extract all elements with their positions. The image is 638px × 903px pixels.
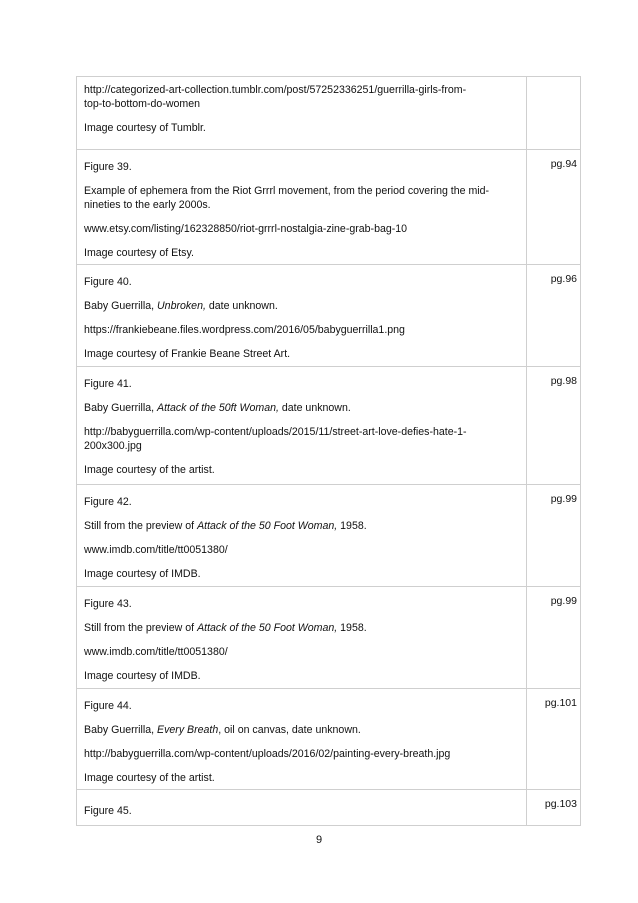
figure-url[interactable]: www.imdb.com/title/tt0051380/ (84, 646, 228, 658)
page-reference: pg.103 (544, 798, 577, 810)
url-line: top-to-bottom-do-women (84, 98, 200, 110)
table-row (77, 689, 581, 790)
figure-caption (84, 299, 518, 313)
figure-url[interactable]: https://frankiebeane.files.wordpress.com/2016/05/babyguerrilla1.png (84, 324, 405, 336)
figure-description-cell (77, 367, 527, 485)
page-reference-cell (527, 485, 581, 587)
caption-prefix: Still from the preview of (84, 622, 195, 634)
table-row (77, 265, 581, 367)
figure-description-cell (77, 485, 527, 587)
caption-date: 1958. (340, 622, 367, 634)
caption-title: Every Breath (157, 724, 219, 736)
figure-number: Figure 44. (84, 700, 132, 712)
figure-caption (84, 519, 518, 533)
caption-title: Attack of the 50 Foot Woman, (197, 520, 338, 532)
caption-artist: Baby Guerrilla, (84, 402, 155, 414)
page-reference-cell (527, 367, 581, 485)
caption-artist: Baby Guerrilla, (84, 724, 155, 736)
page-reference-cell (527, 77, 581, 150)
figure-caption (84, 723, 518, 737)
figure-description-cell (77, 790, 527, 826)
image-credit: Image courtesy of Etsy. (84, 247, 194, 259)
table-row (77, 587, 581, 689)
figure-caption (84, 621, 518, 635)
caption-date: date unknown. (208, 300, 278, 312)
figure-description-cell (77, 587, 527, 689)
url-line: 200x300.jpg (84, 440, 142, 452)
page-reference: pg.96 (550, 273, 577, 285)
page-reference-cell (527, 150, 581, 265)
caption-artist: Baby Guerrilla, (84, 300, 155, 312)
figure-number: Figure 40. (84, 276, 132, 288)
image-credit: Image courtesy of IMDB. (84, 670, 201, 682)
image-credit: Image courtesy of Tumblr. (84, 122, 206, 134)
page-reference: pg.99 (550, 493, 577, 505)
figure-number: Figure 41. (84, 378, 132, 390)
page-reference: pg.99 (550, 595, 577, 607)
figure-number: Figure 42. (84, 496, 132, 508)
figure-description-cell (77, 77, 527, 150)
table-row (77, 150, 581, 265)
image-credit: Image courtesy of the artist. (84, 464, 215, 476)
caption-prefix: Still from the preview of (84, 520, 195, 532)
figure-url[interactable] (84, 425, 518, 453)
figure-number: Figure 45. (84, 805, 132, 817)
table-row (77, 77, 581, 150)
caption-title: Attack of the 50ft Woman, (157, 402, 279, 414)
figure-description-cell (77, 150, 527, 265)
caption-title: Attack of the 50 Foot Woman, (197, 622, 338, 634)
page-reference-cell (527, 790, 581, 826)
caption-line: Example of ephemera from the Riot Grrrl movement, from the period covering the mid- (84, 185, 490, 197)
image-credit: Image courtesy of Frankie Beane Street Art. (84, 348, 291, 360)
table-row (77, 790, 581, 826)
caption-title: Unbroken, (157, 300, 206, 312)
caption-date: date unknown. (281, 402, 351, 414)
figure-description-cell (77, 689, 527, 790)
image-credit: Image courtesy of the artist. (84, 772, 215, 784)
figure-caption (84, 184, 518, 212)
page-reference: pg.101 (544, 697, 577, 709)
url-line: http://babyguerrilla.com/wp-content/uploads/2015/11/street-art-love-defies-hate-1- (84, 426, 467, 438)
page-reference-cell (527, 587, 581, 689)
image-credit: Image courtesy of IMDB. (84, 568, 201, 580)
figure-number: Figure 43. (84, 598, 132, 610)
page-reference-cell (527, 265, 581, 367)
caption-line: nineties to the early 2000s. (84, 199, 211, 211)
caption-date: 1958. (340, 520, 367, 532)
page-reference: pg.98 (550, 375, 577, 387)
figure-number: Figure 39. (84, 161, 132, 173)
page-number: 9 (315, 834, 323, 846)
figure-list-table (76, 76, 581, 826)
page-reference-cell (527, 689, 581, 790)
table-row (77, 367, 581, 485)
figure-description-cell (77, 265, 527, 367)
caption-date: , oil on canvas, date unknown. (218, 724, 361, 736)
figure-url[interactable]: www.etsy.com/listing/162328850/riot-grrrl-nostalgia-zine-grab-bag-10 (84, 223, 408, 235)
table-row (77, 485, 581, 587)
page-reference: pg.94 (550, 158, 577, 170)
figure-caption (84, 401, 518, 415)
figure-url[interactable] (84, 83, 518, 111)
figure-url[interactable]: http://babyguerrilla.com/wp-content/uploads/2016/02/painting-every-breath.jpg (84, 748, 451, 760)
figure-url[interactable]: www.imdb.com/title/tt0051380/ (84, 544, 228, 556)
url-line: http://categorized-art-collection.tumblr.com/post/57252336251/guerrilla-girls-from- (84, 84, 467, 96)
